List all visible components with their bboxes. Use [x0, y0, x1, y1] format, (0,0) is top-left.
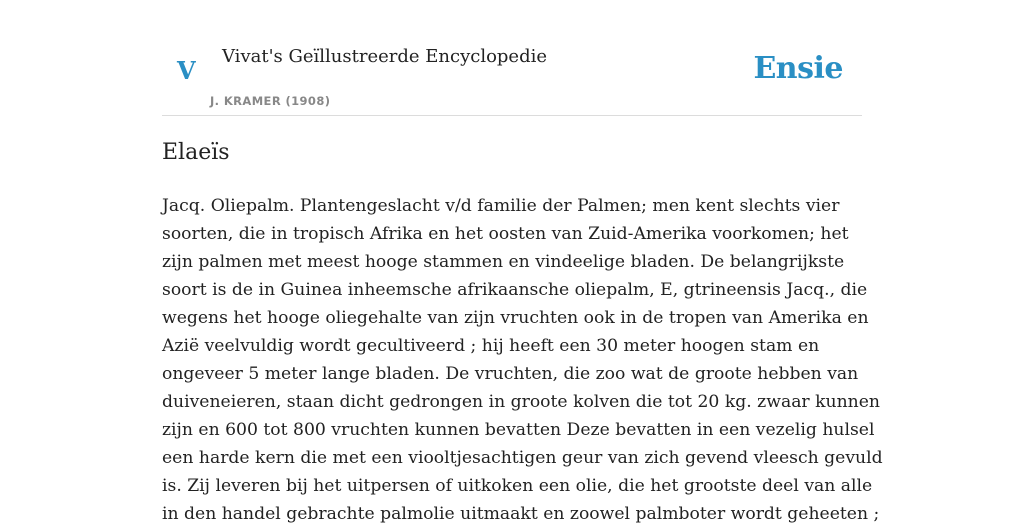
entry-headword: Elaeïs — [162, 140, 230, 165]
entry-line: in den handel gebrachte palmolie uitmaakt en zoowel palmboter wordt geheeten ; — [162, 504, 880, 524]
entry-line: Jacq. Oliepalm. Plantengeslacht v/d familie der Palmen; men kent slechts vier — [162, 196, 840, 216]
entry-line: een harde kern die met een viooltjesachtigen geur van zich gevend vleesch gevuld — [162, 448, 883, 468]
author-label: J. KRAMER (1908) — [210, 94, 331, 108]
entry-line: Azië veelvuldig wordt gecultiveerd ; hij heeft een 30 meter hoogen stam en — [162, 336, 820, 356]
entry-line: wegens het hooge oliegehalte van zijn vruchten ook in de tropen van Amerika en — [162, 308, 869, 328]
entry-line: duiveneieren, staan dicht gedrongen in groote kolven die tot 20 kg. zwaar kunnen — [162, 392, 880, 412]
entry-line: soort is de in Guinea inheemsche afrikaansche oliepalm, E, gtrineensis Jacq., die — [162, 280, 868, 300]
ensie-brand-link[interactable]: Ensie — [753, 51, 843, 86]
entry-line: ongeveer 5 meter lange bladen. De vruchten, die zoo wat de groote hebben van — [162, 364, 859, 384]
entry-line: zijn palmen met meest hooge stammen en vindeelige bladen. De belangrijkste — [162, 252, 845, 272]
entry-line: zijn en 600 tot 800 vruchten kunnen bevatten Deze bevatten in een vezelig hulsel — [162, 420, 875, 440]
site-logo[interactable]: V — [177, 56, 196, 85]
encyclopedia-title[interactable]: Vivat's Geïllustreerde Encyclopedie — [222, 46, 548, 67]
entry-line: soorten, die in tropisch Afrika en het oosten van Zuid-Amerika voorkomen; het — [162, 224, 849, 244]
site-header — [162, 38, 862, 116]
entry-line: is. Zij leveren bij het uitpersen of uitkoken een olie, die het grootste deel van alle — [162, 476, 873, 496]
entry-body — [162, 192, 883, 528]
